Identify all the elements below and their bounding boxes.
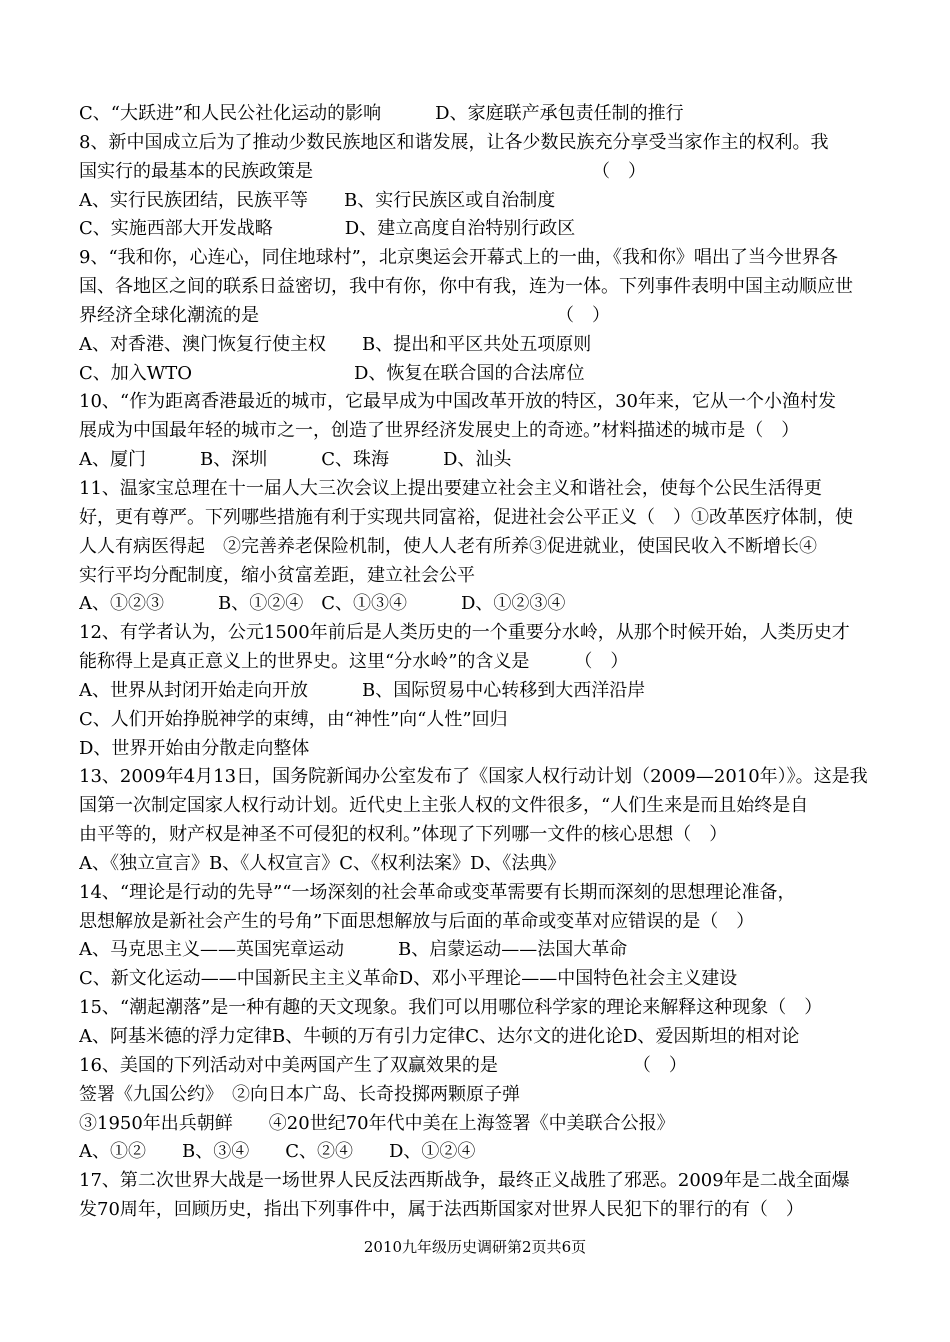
text-line: 国、各地区之间的联系日益密切，我中有你，你中有我，连为一体。下列事件表明中国主动顺应世 (79, 276, 853, 298)
question-12-options: D、世界开始由分散走向整体 (79, 737, 310, 759)
question-15-stem: 15、“潮起潮落”是一种有趣的天文现象。我们可以用哪位科学家的理论来解释这种现象（ ） (79, 997, 823, 1019)
question-15-options: A、阿基米德的浮力定律B、牛顿的万有引力定律C、达尔文的进化论D、爱因斯坦的相对论 (79, 1026, 800, 1047)
text-line: 界经济全球化潮流的是 （ ） (79, 304, 610, 326)
text-line: 签署《九国公约》 ②向日本广岛、长奇投掷两颗原子弹 (79, 1083, 520, 1105)
question-14-options: C、新文化运动——中国新民主主义革命D、邓小平理论——中国特色社会主义建设 (79, 968, 738, 990)
text-line: ③1950年出兵朝鲜 ④20世纪70年代中美在上海签署《中美联合公报》 (79, 1112, 675, 1134)
question-12-stem: 12、有学者认为，公元1500年前后是人类历史的一个重要分水岭，从那个时候开始，人类历史才 (79, 622, 850, 644)
question-10-stem: 10、“作为距离香港最近的城市，它最早成为中国改革开放的特区，30年来，它从一个小渔村发 (79, 391, 837, 413)
question-14-stem: 14、“理论是行动的先导”“一场深刻的社会革命或变革需要有长期而深刻的思想理论准备， (79, 881, 796, 903)
text-line: 展成为中国最年轻的城市之一，创造了世界经济发展史上的奇迹。”材料描述的城市是（ ） (79, 420, 800, 442)
question-16-options: A、①② B、③④ C、②④ D、①②④ (79, 1141, 476, 1163)
text-line: 人人有病医得起 ②完善养老保险机制，使人人老有所养③促进就业，使国民收入不断增长④ (79, 535, 817, 557)
exam-page-content (79, 100, 879, 1225)
question-8-options: A、实行民族团结，民族平等 B、实行民族区或自治制度 (79, 189, 556, 211)
page-footer: 2010九年级历史调研第2页共6页 (363, 1238, 587, 1256)
question-11-options: A、①②③ B、①②④ C、①③④ D、①②③④ (79, 593, 566, 615)
text-line: 思想解放是新社会产生的号角”下面思想解放与后面的革命或变革对应错误的是（ ） (79, 910, 755, 932)
question-9-stem: 9、“我和你，心连心，同住地球村”，北京奥运会开幕式上的一曲，《我和你》唱出了当今世界各 (79, 247, 838, 269)
question-12-options: C、人们开始挣脱神学的束缚，由“神性”向“人性”回归 (79, 708, 508, 730)
question-11-stem: 11、温家宝总理在十一届人大三次会议上提出要建立社会主义和谐社会，使每个公民生活得更 (79, 477, 822, 499)
text-line: 发70周年，回顾历史，指出下列事件中，属于法西斯国家对世界人民犯下的罪行的有（ ） (79, 1199, 804, 1221)
question-13-options: A、《独立宣言》B、《人权宣言》C、《权利法案》D、《法典》 (79, 852, 566, 874)
question-8-options: C、实施西部大开发战略 D、建立高度自治特别行政区 (79, 218, 576, 240)
text-line: 由平等的，财产权是神圣不可侵犯的权利。”体现了下列哪一文件的核心思想（ ） (79, 824, 728, 846)
question-14-options: A、马克思主义——英国宪章运动 B、启蒙运动——法国大革命 (79, 939, 628, 961)
text-line: 好，更有尊严。下列哪些措施有利于实现共同富裕，促进社会公平正义（ ）①改革医疗体制，使 (79, 506, 853, 528)
question-10-options: A、厦门 B、深圳 C、珠海 D、汕头 (79, 449, 512, 471)
text-line: 国第一次制定国家人权行动计划。近代史上主张人权的文件很多，“人们生来是而且始终是自 (79, 795, 809, 817)
text-line: 实行平均分配制度，缩小贫富差距，建立社会公平 (79, 564, 475, 586)
question-16-stem: 16、美国的下列活动对中美两国产生了双赢效果的是 （ ） (79, 1054, 687, 1076)
question-12-options: A、世界从封闭开始走向开放 B、国际贸易中心转移到大西洋沿岸 (79, 679, 646, 701)
text-line: C、“大跃进”和人民公社化运动的影响 D、家庭联产承包责任制的推行 (79, 103, 684, 124)
question-13-stem: 13、2009年4月13日，国务院新闻办公室发布了《国家人权行动计划（2009—2010年）》。这是我 (79, 766, 868, 788)
question-9-options: C、加入WTO D、恢复在联合国的合法席位 (79, 362, 585, 384)
question-17-stem: 17、第二次世界大战是一场世界人民反法西斯战争，最终正义战胜了邪恶。2009年是二战全面爆 (79, 1170, 850, 1192)
text-line: 国实行的最基本的民族政策是 （ ） (79, 160, 646, 182)
question-8-stem: 8、新中国成立后为了推动少数民族地区和谐发展，让各少数民族充分享受当家作主的权利。我 (79, 131, 829, 153)
text-line: 能称得上是真正意义上的世界史。这里“分水岭”的含义是 （ ） (79, 651, 629, 673)
question-9-options: A、对香港、澳门恢复行使主权 B、提出和平区共处五项原则 (79, 333, 592, 355)
